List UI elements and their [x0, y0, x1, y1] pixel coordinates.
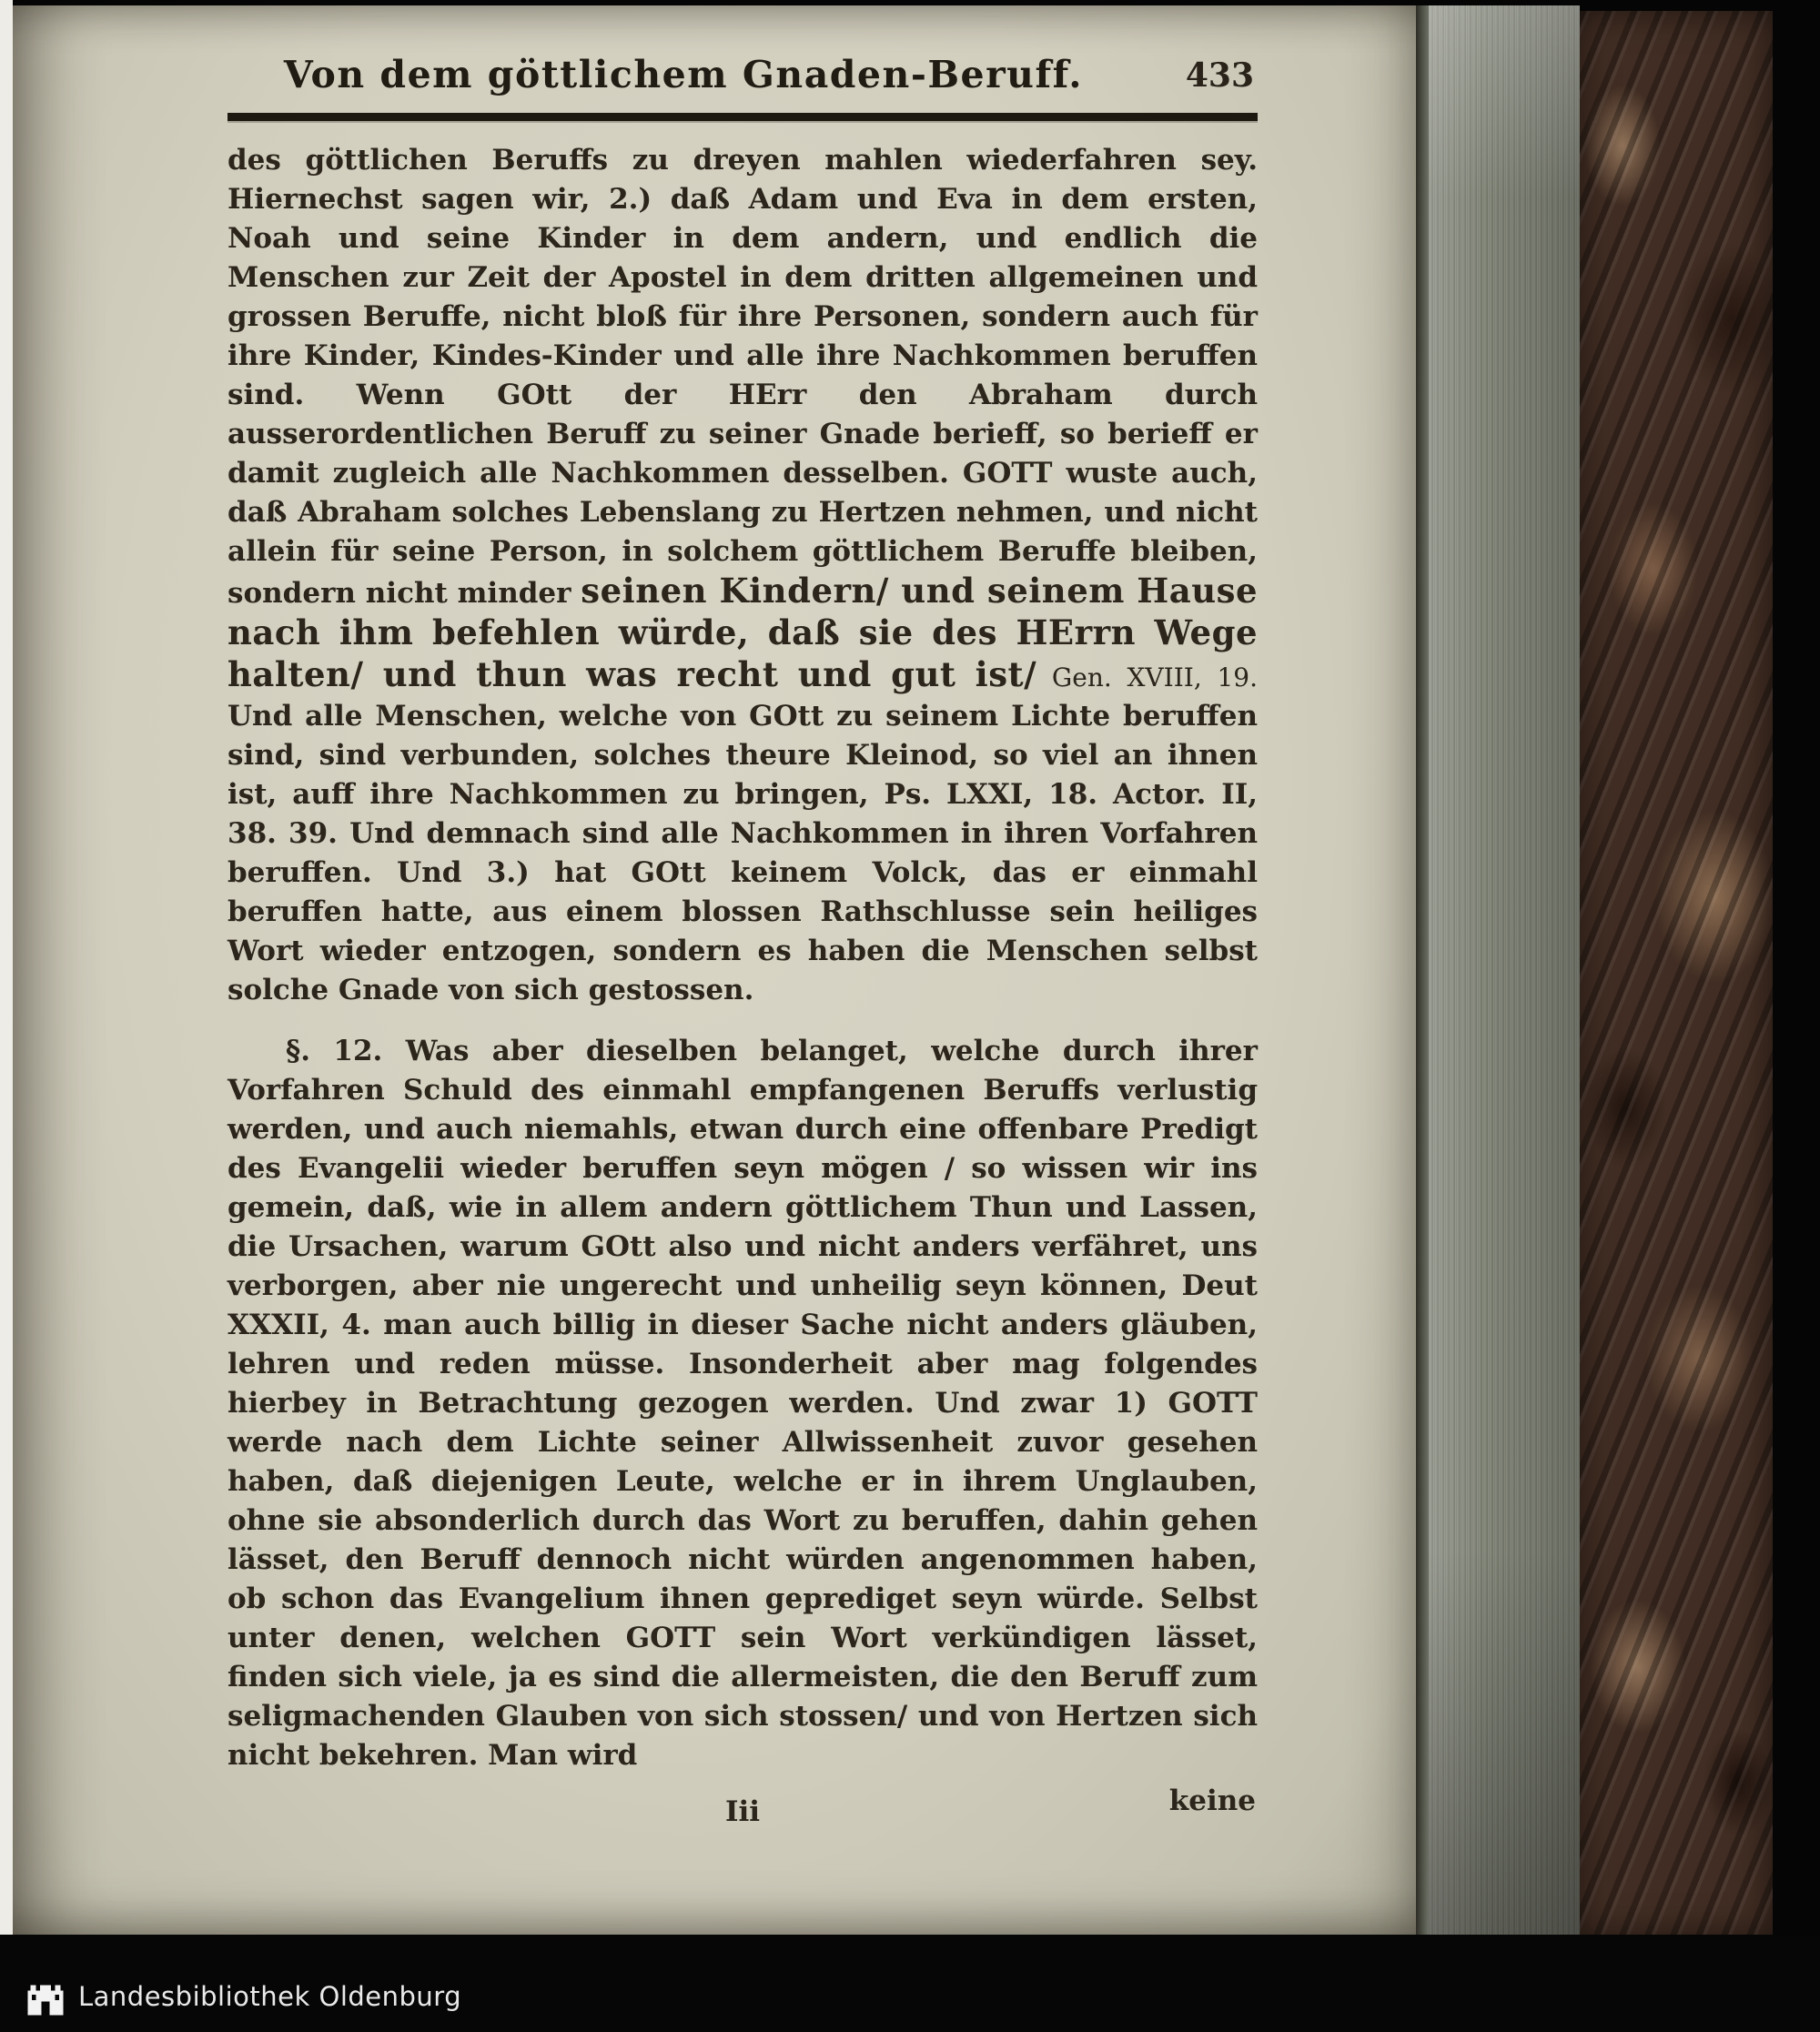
book-cover-marbled — [1580, 11, 1773, 1936]
signature-mark: Iii — [724, 1795, 761, 1828]
viewer-footer-bar — [0, 1935, 1820, 2032]
scan-left-margin-strip — [0, 0, 13, 1935]
body-text — [228, 141, 1258, 1828]
paragraph-1-text: des göttlichen Beruffs zu dreyen mahlen wiederfahren sey. Hiernechst sagen wir, 2.) daß Adam und Eva in dem ersten, Noah und seine Kinder in dem andern, und endlich die Menschen zur Zeit der Apostel in dem dritten allgemeinen und grossen Beruffe, nicht bloß für ihre Personen, sondern auch für ihre Kinder, Kindes-Kinder und alle ihre Nachkommen beruffen sind. Wenn GOtt der HErr den Abraham durch ausserordentlichen Beruff zu seiner Gnade berieff, so berieff er damit zugleich alle Nachkommen desselben. GOTT wuste auch, daß Abraham solches Lebenslang zu Hertzen nehmen, und nicht allein für seine Person, in solchem göttlichem Beruffe bleiben, sondern nicht minder — [228, 144, 1258, 610]
paragraph-1 — [228, 141, 1258, 1010]
book-page — [13, 5, 1416, 1935]
running-head-row — [228, 53, 1258, 111]
signature-row — [228, 1784, 1258, 1828]
paragraph-1-text-continued: Und alle Menschen, welche von GOtt zu seinem Lichte beruffen sind, sind verbunden, solches theure Kleinod, so viel an ihnen ist, auff ihre Nachkommen zu bringen, Ps. LXXI, 18. Actor. II, 38. 39. Und demnach sind alle Nachkommen in ihren Vorfahren beruffen. Und 3.) hat GOtt keinem Volck, das er einmahl beruffen hatte, aus einem blossen Rathschlusse sein heiliges Wort wieder entzogen, sondern es haben die Menschen selbst solche Gnade von sich gestossen. — [228, 700, 1258, 1006]
library-name-label: Landesbibliothek Oldenburg — [78, 1981, 462, 2012]
library-logo-icon — [24, 1976, 67, 2019]
catchword: keine — [1168, 1784, 1256, 1817]
running-head-title: Von dem göttlichem Gnaden-Beruff. — [283, 53, 1084, 96]
paragraph-1-emphasis-quote: seinen Kindern/ und seinem Hause nach ihm befehlen würde, daß sie des HErrn Wege halten/ und thun was recht und gut ist/ — [228, 571, 1258, 694]
paragraph-1-bible-reference: Gen. XVIII, 19. — [1036, 662, 1258, 692]
page-number: 433 — [1185, 56, 1254, 95]
page-content — [228, 53, 1258, 1828]
paragraph-2: §. 12. Was aber dieselben belanget, welche durch ihrer Vorfahren Schuld des einmahl empfangenen Beruffs verlustig werden, und auch niemahls, etwan durch eine offenbare Predigt des Evangelii wieder beruffen seyn mögen / so wissen wir ins gemein, daß, wie in allem andern göttlichem Thun und Lassen, die Ursachen, warum GOtt also und nicht anders verfähret, uns verborgen, aber nie ungerecht und unheilig seyn können, Deut XXXII, 4. man auch billig in dieser Sache nicht anders gläuben, lehren und reden müsse. Insonderheit aber mag folgendes hierbey in Betrachtung gezogen werden. Und zwar 1) GOTT werde nach dem Lichte seiner Allwissenheit zuvor gesehen haben, daß diejenigen Leute, welche er in ihrem Unglauben, ohne sie absonderlich durch das Wort zu beruffen, dahin gehen lässet, den Beruff dennoch nicht würden angenommen haben, ob schon das Evangelium ihnen geprediget seyn würde. Selbst unter denen, welchen GOTT sein Wort verkündigen lässet, finden sich viele, ja es sind die allermeisten, die den Beruff zum seligmachenden Glauben von sich stossen/ und von Hertzen sich nicht bekehren. Man wird — [228, 1035, 1258, 1772]
page-edge-shadow — [1416, 5, 1429, 1935]
book-fore-edge-pages — [1429, 5, 1580, 1936]
header-rule — [228, 113, 1258, 121]
